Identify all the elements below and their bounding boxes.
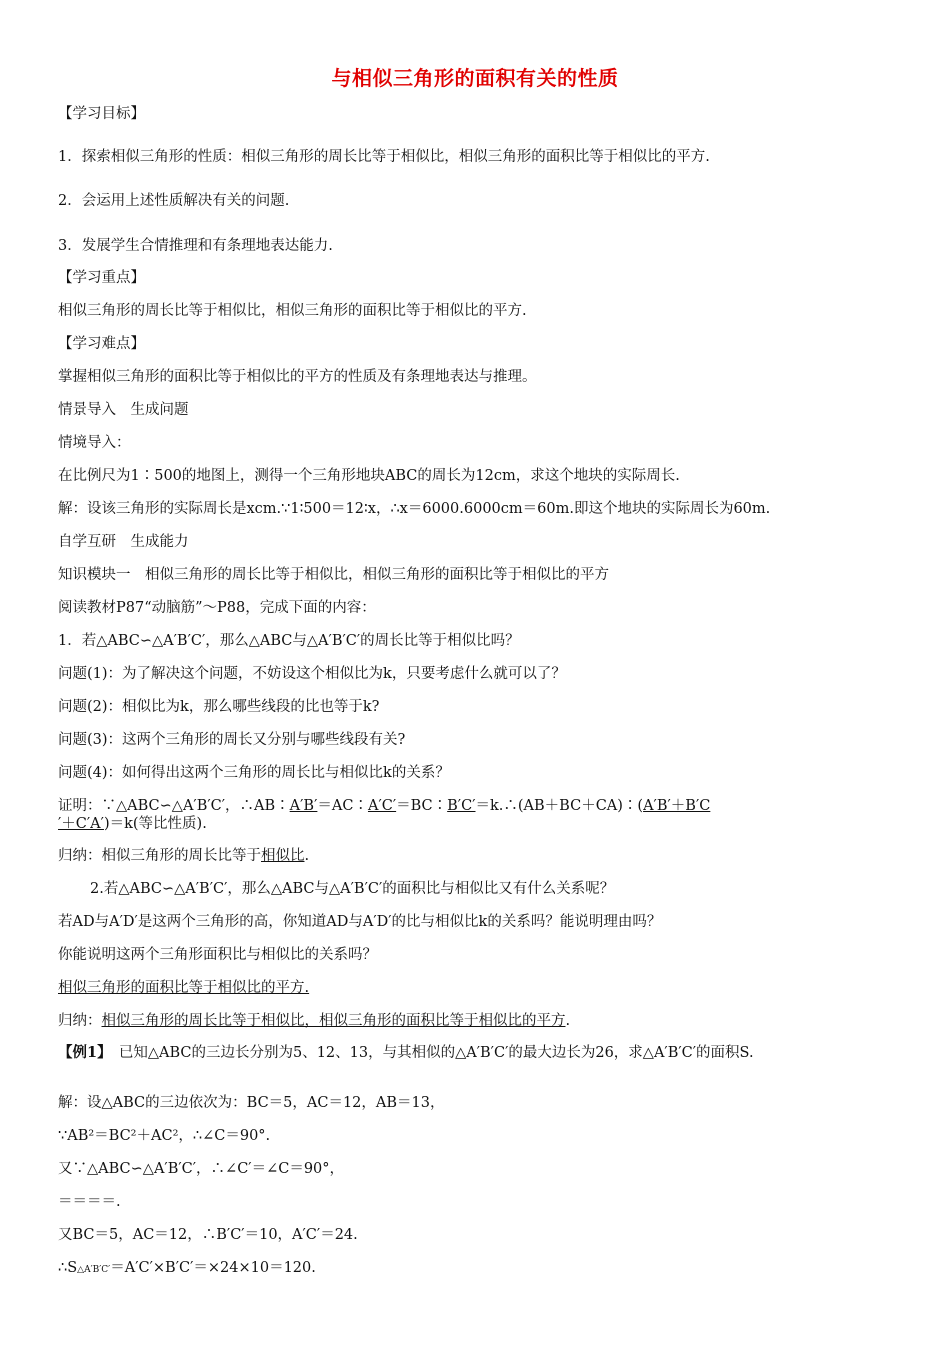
proof-text: ＝k.∴(AB＋BC＋CA)∶( [475,798,644,814]
problem-1-question-4: 问题(4)：如何得出这两个三角形的周长比与相似比k的关系？ [58,765,450,781]
summary-text: 归纳：相似三角形的周长比等于 [58,848,261,864]
summary-text: . [304,848,310,864]
reading-instruction: 阅读教材P87“动脑筋”～P88，完成下面的内容： [58,600,376,616]
problem-1: 1．若△ABC∽△A′B′C′，那么△ABC与△A′B′C′的周长比等于相似比吗？ [58,633,520,649]
proof-text: ＝AC∶ [317,798,368,814]
proof-blank-3: B′C′ [447,798,476,814]
key-points-heading: 【学习重点】 [58,270,145,286]
knowledge-module-1: 知识模块一 相似三角形的周长比等于相似比，相似三角形的面积比等于相似比的平方 [58,567,609,583]
problem-1-question-1: 问题(1)：为了解决这个问题，不妨设这个相似比为k，只要考虑什么就可以了？ [58,666,566,682]
solution-subscript: △A′B′C′ [77,1265,111,1275]
proof-line-2 [58,814,207,834]
intro-label: 情境导入： [58,435,131,451]
solution-text: ＝A′C′×B′C′＝×24×10＝120. [110,1260,316,1276]
summary-1 [58,846,309,866]
example-text: 已知△ABC的三边长分别为5、12、13，与其相似的△A′B′C′的最大边长为26，求△A′B′C′的面积S. [104,1045,754,1061]
solution-line-1: 解：设△ABC的三边依次为：BC＝5，AC＝12，AB＝13， [58,1095,445,1111]
proof-blank-1: A′B′ [289,798,318,814]
solution-line-5: 又BC＝5，AC＝12，∴B′C′＝10，A′C′＝24. [58,1227,358,1243]
proof-blank-2: A′C′ [367,798,397,814]
proof-text: 证明：∵△ABC∽△A′B′C′，∴AB∶ [58,798,290,814]
section-self-study: 自学互研 生成能力 [58,534,189,550]
problem-2-answer: 相似三角形的面积比等于相似比的平方. [58,980,310,996]
key-point-1: 相似三角形的周长比等于相似比，相似三角形的面积比等于相似比的平方. [58,303,527,319]
problem-1-question-3: 问题(3)：这两个三角形的周长又分别与哪些线段有关? [58,732,406,748]
solution-line-3: 又∵△ABC∽△A′B′C′，∴∠C′＝∠C＝90°， [58,1161,345,1177]
problem-2: 2.若△ABC∽△A′B′C′，那么△ABC与△A′B′C′的面积比与相似比又有什么关系呢？ [90,881,615,897]
solution-line-2: ∵AB²＝BC²＋AC²，∴∠C＝90°. [58,1128,271,1144]
example-1 [58,1043,898,1063]
goal-1: 1．探索相似三角形的性质：相似三角形的周长比等于相似比，相似三角形的面积比等于相似比的平方. [58,149,710,165]
document-title: 与相似三角形的面积有关的性质 [331,66,619,90]
summary-blank: 相似比 [261,848,305,864]
intro-answer: 解：设该三角形的实际周长是xcm.∵1∶500＝12∶x，∴x＝6000.6000cm＝60m.即这个地块的实际周长为60m. [58,501,771,517]
proof-text: ＝BC∶ [396,798,448,814]
summary-text: 归纳： [58,1013,102,1029]
problem-2-question-2: 你能说明这两个三角形面积比与相似比的关系吗？ [58,947,377,963]
difficulty-heading: 【学习难点】 [58,336,145,352]
example-label: 【例1】 [58,1044,105,1061]
section-scenario: 情景导入 生成问题 [58,402,189,418]
summary-blank: 相似三角形的周长比等于相似比，相似三角形的面积比等于相似比的平方 [101,1013,566,1029]
learning-goals-heading: 【学习目标】 [58,106,145,122]
summary-2 [58,1011,570,1031]
solution-line-4: ＝＝＝＝. [58,1194,121,1210]
goal-2: 2．会运用上述性质解决有关的问题. [58,193,290,209]
problem-1-question-2: 问题(2)：相似比为k，那么哪些线段的比也等于k? [58,699,380,715]
solution-line-6 [58,1258,316,1280]
proof-blank-4-cont: ′＋C′A′ [58,816,104,832]
intro-question: 在比例尺为1∶500的地图上，测得一个三角形地块ABC的周长为12cm，求这个地块的实际周长. [58,468,680,484]
goal-3: 3．发展学生合情推理和有条理地表达能力. [58,238,333,254]
proof-text: )＝k(等比性质). [103,816,207,832]
summary-text: . [565,1013,571,1029]
solution-text: ∴S [58,1260,78,1276]
proof-blank-4: A′B′＋B′C [643,798,711,814]
proof-line-1 [58,796,710,816]
problem-2-question-1: 若AD与A′D′是这两个三角形的高，你知道AD与A′D′的比与相似比k的关系吗？能说明理由吗？ [58,914,662,930]
difficulty-1: 掌握相似三角形的面积比等于相似比的平方的性质及有条理地表达与推理。 [58,369,537,385]
